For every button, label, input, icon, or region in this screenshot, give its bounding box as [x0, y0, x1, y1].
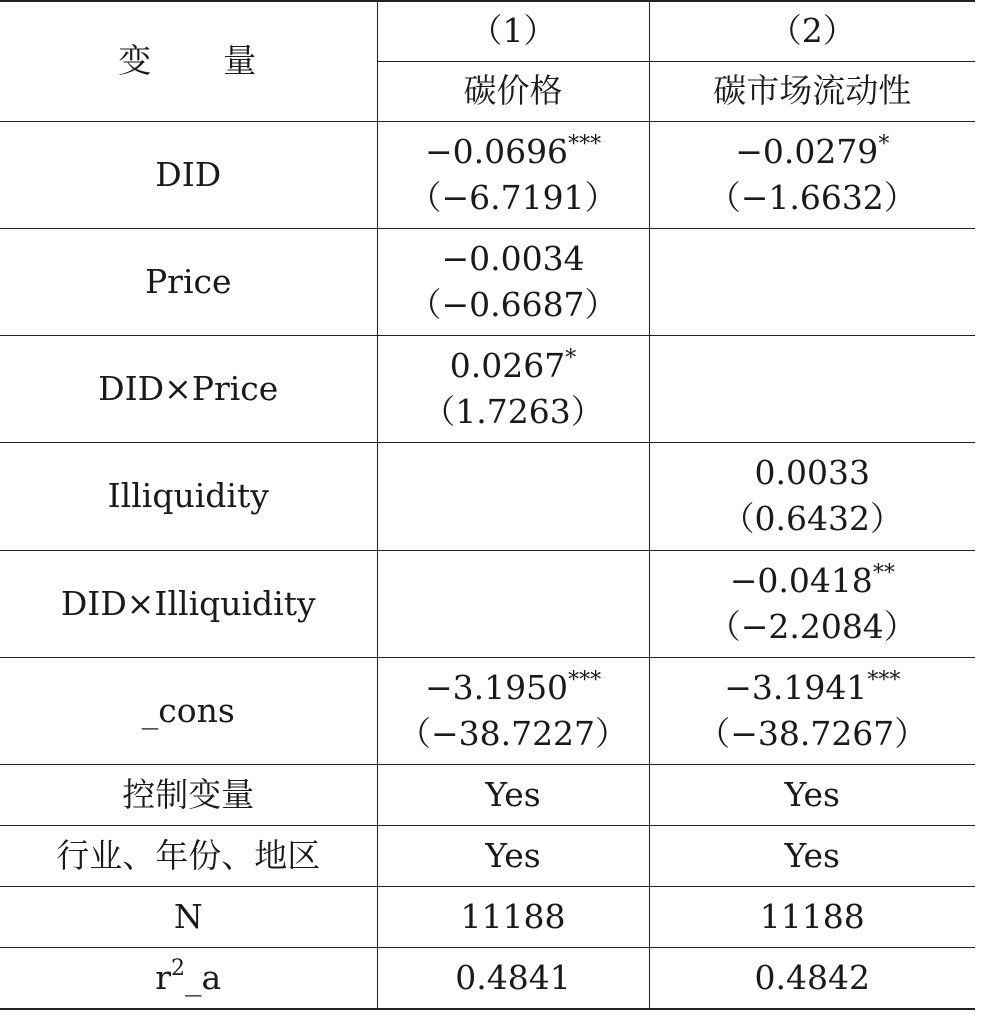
- significance-stars: ***: [867, 667, 901, 693]
- coefficient: 0.0267: [449, 346, 566, 386]
- header-row-numbers: [0, 1, 975, 61]
- coef-line: [378, 343, 649, 389]
- significance-stars: *: [565, 346, 577, 372]
- row-label: [0, 948, 377, 1009]
- coef-line: [378, 665, 649, 711]
- col1-number: （1）: [377, 1, 649, 61]
- variable-header: 变 量: [0, 1, 377, 121]
- t-statistic: （−38.7227）: [397, 713, 629, 753]
- cell-value: 11188: [377, 887, 649, 948]
- cell-empty: [377, 550, 649, 657]
- cell: [377, 121, 649, 228]
- row-label: DID: [0, 121, 377, 228]
- coef-line: [650, 450, 976, 496]
- coefficient: −3.1941: [724, 667, 868, 707]
- table-row: [0, 550, 975, 657]
- cell-empty: [377, 443, 649, 550]
- t-statistic: （−6.7191）: [408, 177, 618, 217]
- coef-line: [378, 236, 649, 282]
- coef-line: [378, 129, 649, 175]
- cell: [649, 443, 975, 550]
- table-row: [0, 443, 975, 550]
- t-statistic: （0.6432）: [721, 499, 903, 539]
- cell-value: 0.4842: [649, 948, 975, 1009]
- t-statistic: （1.7263）: [422, 392, 604, 432]
- table-row: [0, 228, 975, 335]
- label-base: r: [155, 958, 172, 998]
- cell-empty: [649, 336, 975, 443]
- table-row: [0, 657, 975, 764]
- col1-name: 碳价格: [377, 61, 649, 121]
- significance-stars: *: [878, 131, 890, 157]
- cell-value: Yes: [649, 764, 975, 825]
- table-row: [0, 826, 975, 887]
- row-label: Illiquidity: [0, 443, 377, 550]
- significance-stars: ***: [568, 667, 602, 693]
- coefficient: −0.0696: [424, 131, 569, 171]
- cell-empty: [649, 228, 975, 335]
- coefficient: 0.0033: [754, 453, 870, 493]
- cell: [377, 657, 649, 764]
- cell: [649, 121, 975, 228]
- col2-number: （2）: [649, 1, 975, 61]
- row-label: N: [0, 887, 377, 948]
- cell-value: Yes: [377, 764, 649, 825]
- t-statistic: （−0.6687）: [408, 285, 618, 325]
- coefficient: −0.0034: [441, 239, 585, 279]
- coefficient: −3.1950: [424, 667, 569, 707]
- t-statistic: （−2.2084）: [707, 606, 917, 646]
- significance-stars: ***: [568, 131, 602, 157]
- label-rest: _a: [185, 958, 222, 998]
- label-superscript: 2: [171, 956, 186, 982]
- table-row: [0, 336, 975, 443]
- row-label: 行业、年份、地区: [0, 826, 377, 887]
- table-row: [0, 121, 975, 228]
- cell-value: 0.4841: [377, 948, 649, 1009]
- cell-value: Yes: [377, 826, 649, 887]
- coefficient: −0.0279: [735, 131, 879, 171]
- col2-name: 碳市场流动性: [649, 61, 975, 121]
- row-label: 控制变量: [0, 764, 377, 825]
- table-row: [0, 948, 975, 1009]
- row-label: DID×Illiquidity: [0, 550, 377, 657]
- coef-line: [650, 558, 976, 604]
- cell: [377, 336, 649, 443]
- cell-value: 11188: [649, 887, 975, 948]
- t-statistic: （−38.7267）: [697, 713, 928, 753]
- coefficient: −0.0418: [729, 560, 873, 600]
- significance-stars: **: [872, 560, 895, 586]
- row-label: _cons: [0, 657, 377, 764]
- row-label: DID×Price: [0, 336, 377, 443]
- cell-value: Yes: [649, 826, 975, 887]
- table-row: [0, 764, 975, 825]
- row-label: Price: [0, 228, 377, 335]
- cell: [649, 657, 975, 764]
- cell: [377, 228, 649, 335]
- cell: [649, 550, 975, 657]
- t-statistic: （−1.6632）: [707, 177, 917, 217]
- table-row: [0, 887, 975, 948]
- coef-line: [650, 665, 976, 711]
- coef-line: [650, 129, 976, 175]
